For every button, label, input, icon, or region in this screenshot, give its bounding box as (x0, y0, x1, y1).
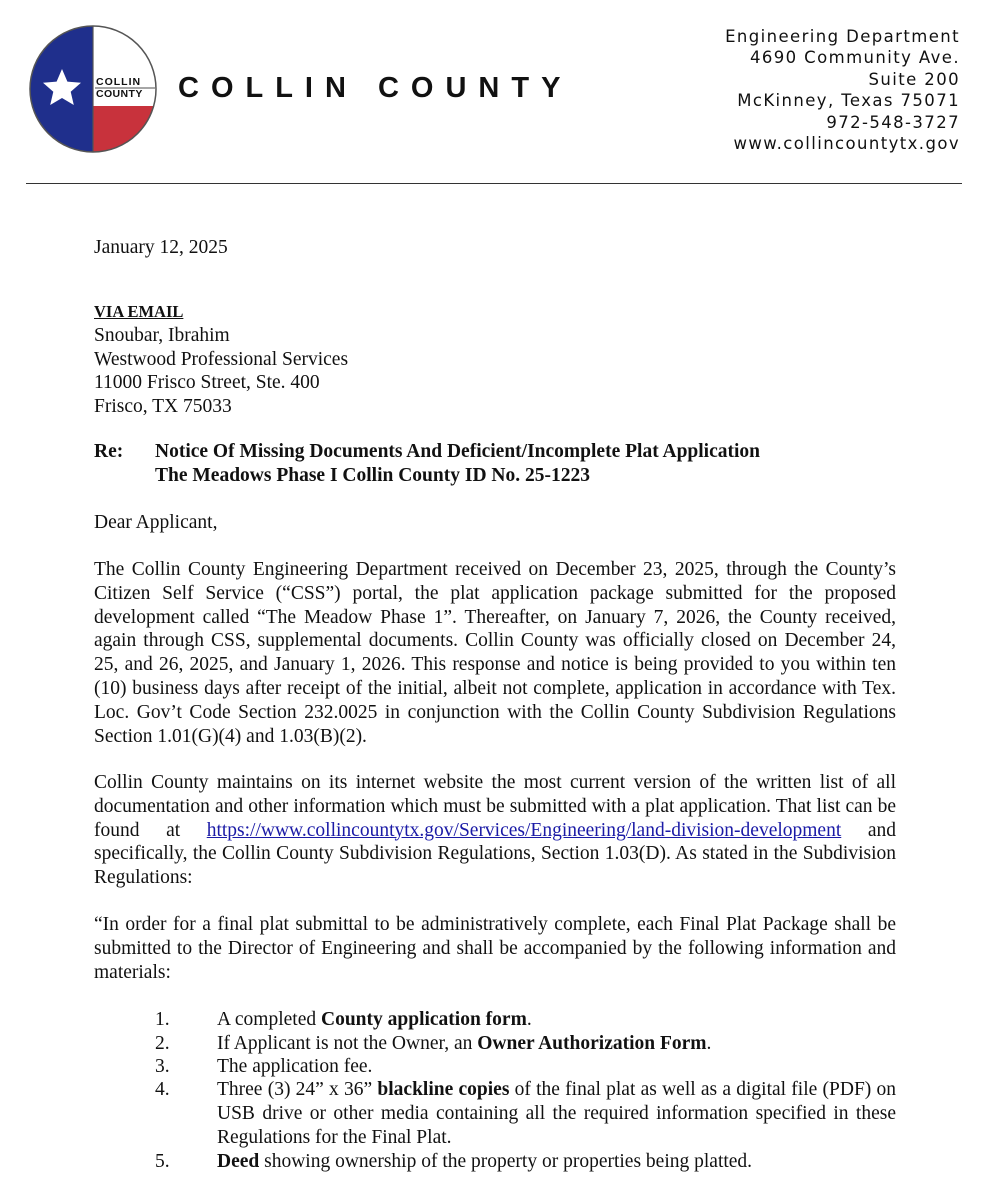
subject-line-1: Notice Of Missing Documents And Deficient/Incomplete Plat Application (155, 441, 761, 462)
website: www.collincountytx.gov (733, 134, 960, 154)
subject-line (155, 440, 760, 488)
logo-text-line2: COUNTY (96, 88, 143, 100)
item-emphasis: Deed (217, 1151, 260, 1172)
subject-line-2: The Meadows Phase I Collin County ID No. 25-1223 (155, 464, 590, 486)
county-title: COLLIN COUNTY (178, 72, 573, 104)
item-number: 5. (155, 1151, 170, 1172)
item-emphasis: County application form (320, 1009, 527, 1030)
address-line: Suite 200 (868, 69, 960, 89)
address-line: 4690 Community Ave. (749, 48, 960, 68)
recipient-company: Westwood Professional Services (94, 348, 349, 370)
regulations-quote: “In order for a final plat submittal to be administratively complete, each Final Plat Package shall be submitted to the Director of Engineering and shall be accompanied by the following information and materials: (94, 914, 896, 983)
paragraph-requirements (94, 771, 896, 890)
recipient-block (94, 300, 896, 419)
letter-date: January 12, 2025 (94, 237, 228, 258)
collin-county-logo (28, 24, 158, 154)
delivery-method: VIA EMAIL (94, 302, 184, 321)
paragraph-text: and specifically, the Collin County Subdivision Regulations, Section 1.03(D). As stated in the Subdivision Regulations: (94, 819, 896, 889)
item-number: 4. (155, 1079, 170, 1100)
item-number: 3. (155, 1056, 170, 1077)
header-divider (26, 183, 962, 184)
regulations-link[interactable]: https://www.collincountytx.gov/Services/Engineering/land-division-development (206, 819, 842, 841)
re-label: Re: (94, 441, 124, 462)
item-number: 2. (155, 1033, 170, 1054)
recipient-street: 11000 Frisco Street, Ste. 400 (94, 372, 320, 394)
address-line: McKinney, Texas 75071 (737, 91, 960, 111)
logo-text-line1: COLLIN (96, 76, 142, 88)
item-emphasis: Owner Authorization Form (477, 1033, 707, 1054)
paragraph-receipt: The Collin County Engineering Department received on December 23, 2025, through the County’s Citizen Self Service (“CSS”) portal, the plat application package submitted for the proposed development called “The Meadow Phase 1”. Thereafter, on January 7, 2026, the County received, again through CSS, supplemental documents. Collin County was officially closed on December 24, 25, and 26, 2025, and January 1, 2026. This response and notice is being provided to you within ten (10) business days after receipt of the initial, albeit not complete, application in accordance with Tex. Loc. Gov’t Code Section 232.0025 in conjunction with the Collin County Subdivision Regulations Section 1.01(G)(4) and 1.03(B)(2). (94, 559, 896, 747)
phone-number: 972-548-3727 (826, 112, 960, 132)
department-address (725, 26, 960, 154)
item-emphasis: blackline copies (377, 1079, 510, 1100)
salutation: Dear Applicant, (94, 512, 218, 533)
paragraph-text: Collin County maintains on its internet website the most current version of the written list of all documentation and other information which must be submitted with a plat application. That list can be found at (94, 772, 896, 841)
item-number: 1. (155, 1009, 170, 1030)
recipient-city: Frisco, TX 75033 (94, 396, 232, 418)
recipient-name: Snoubar, Ibrahim (94, 324, 230, 346)
address-line: Engineering Department (725, 27, 960, 46)
